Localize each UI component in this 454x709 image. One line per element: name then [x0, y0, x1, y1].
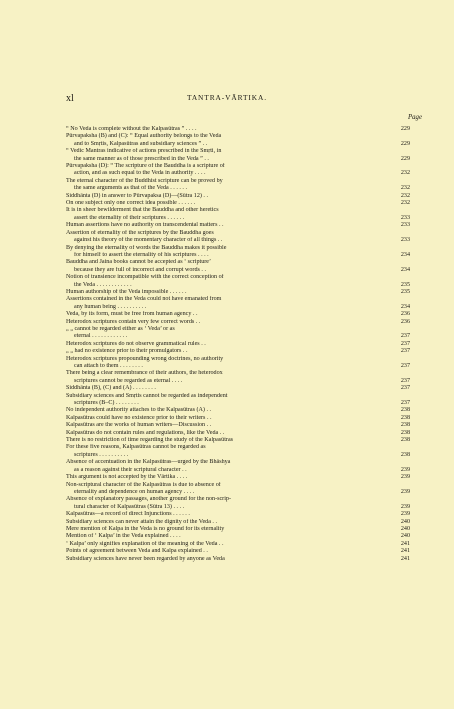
entry-page-number: 239 [400, 466, 410, 473]
entry-text-line: The eternal character of the Buddhist scripture can be proved by [66, 177, 223, 184]
contents-entry [66, 207, 410, 222]
entry-text-line: „ „ had no existence prior to their promulgators . . [66, 348, 188, 355]
contents-entry [66, 148, 410, 163]
entry-page-number: 237 [400, 340, 410, 347]
entry-page-number: 240 [400, 518, 410, 525]
entry-text-line: Heterodox scriptures contain very few correct words . . [66, 318, 201, 325]
contents-entry [66, 482, 410, 497]
contents-entry [66, 541, 410, 548]
contents-entry [66, 126, 410, 133]
entry-text-line: Assertion of eternality of the scriptures by the Bauddha goes [66, 229, 214, 236]
entry-page-number: 240 [400, 533, 410, 540]
entry-page-number: 229 [400, 126, 410, 132]
entry-text-line: Pūrvapaksha (D): “ The scripture of the Bauddha is a scripture of [66, 163, 225, 170]
entry-text-line: On one subject only one correct idea possible . . . . . . [66, 200, 196, 207]
entry-page-number: 236 [400, 311, 410, 318]
contents-entry [66, 519, 410, 526]
entry-text-line: Human authorship of the Veda impossible . . . . . . [66, 288, 187, 295]
entry-page-number: 232 [400, 192, 410, 199]
entry-text-line: scriptures (B–C) . . . . . . . . [74, 400, 139, 407]
entry-text-line: Subsidiary sciences have never been regarded by anyone as Veda [66, 555, 225, 562]
entry-page-number: 239 [400, 511, 410, 518]
entry-text-line: tural character of Kalpasūtras (Sūtra 13) . . . . [74, 503, 185, 510]
entry-page-number: 237 [400, 333, 410, 340]
entry-text-line: Pūrvapaksha (B) and (C): “ Equal authority belongs to the Veda [66, 133, 222, 140]
contents-entry [66, 437, 410, 444]
contents-entry [66, 474, 410, 481]
contents-entry [66, 311, 410, 318]
entry-text-line: action, and as such equal to the Veda in authority . . . . [74, 170, 206, 177]
page-column-heading: Page [408, 114, 422, 121]
entry-text-line: for himself to assert the eternality of his scriptures . . . . [74, 251, 209, 258]
entry-text-line: By denying the eternality of words the Bauddha makes it possible [66, 244, 227, 251]
entry-text-line: scriptures cannot be regarded as eternal . . . . [74, 377, 183, 384]
entry-page-number: 241 [400, 540, 410, 547]
entry-text-line: It is in sheer bewilderment that the Bauddha and other heretics [66, 207, 219, 214]
entry-text-line: Assertions contained in the Veda could not have emanated from [66, 296, 222, 303]
entry-text-line: the same arguments as that of the Veda . . . . . . [74, 185, 187, 192]
entry-page-number: 237 [400, 363, 410, 369]
running-head: TANTRA-VĀRTIKA. [187, 93, 267, 102]
entry-page-number: 229 [400, 140, 410, 147]
entry-page-number: 232 [400, 170, 410, 177]
entry-text-line: Points of agreement between Veda and Kalpa explained . . [66, 548, 208, 555]
entry-text-line: Mere mention of Kalpa in the Veda is no ground for its eternality [66, 525, 225, 532]
entry-text-line: and to Smṛtis, Kalpasūtras and subsidiary sciences ” . . [74, 140, 208, 147]
entry-text-line: as a reason against their scriptural character . . [74, 466, 187, 473]
entry-text-line: Subsidiary sciences and Smṛtis cannot be regarded as independent [66, 392, 228, 399]
entry-page-number: 239 [400, 503, 410, 510]
entry-page-number: 239 [400, 474, 410, 481]
contents-entry [66, 422, 410, 429]
contents-entry [66, 430, 410, 437]
entry-page-number: 241 [400, 548, 410, 555]
entry-page-number: 232 [400, 185, 410, 192]
entry-text-line: There being a clear remembrance of their authors, the heterodox [66, 370, 223, 377]
entry-text-line: Kalpasūtras—a record of direct Injunctions . . . . . . [66, 511, 190, 518]
entry-text-line: ‘ Kalpa’ only signifies explanation of the meaning of the Veda . . [66, 540, 224, 547]
entry-text-line: eternality and dependence on human agency . . . . [74, 488, 195, 495]
contents-entry [66, 556, 410, 563]
entry-page-number: 240 [400, 525, 410, 532]
page-number: xl [66, 93, 74, 104]
entry-text-line: Heterodox scriptures propounding wrong doctrines, no authority [66, 355, 224, 362]
contents-entry [66, 178, 410, 193]
entry-page-number: 234 [400, 266, 410, 273]
entry-page-number: 235 [400, 281, 410, 288]
entry-text-line: Subsidiary sciences can never attain the dignity of the Veda . . [66, 518, 218, 525]
entry-text-line: the same manner as of those prescribed in the Veda ” . . [74, 155, 209, 162]
entry-page-number: 233 [400, 222, 410, 229]
entry-text-line: eternal . . . . . . . . . . . . [74, 333, 128, 340]
entry-text-line: Mention of ‘ Kalpa’ in the Veda explained . . . . [66, 533, 181, 540]
entry-text-line: Siddhānta (B), (C) and (A) . . . . . . . . [66, 385, 156, 392]
entry-text-line: This argument is not accepted by the Vārtika . . . . [66, 474, 188, 481]
contents-entry [66, 526, 410, 533]
contents-entry [66, 370, 410, 385]
contents-entry [66, 511, 410, 518]
entry-text-line: assert the eternality of their scriptures . . . . . . [74, 214, 185, 221]
contents-entry [66, 193, 410, 200]
entry-page-number: 238 [400, 422, 410, 429]
contents-entry [66, 319, 410, 326]
entry-text-line: Siddhānta (D) in answer to Pūrvapaksa (D)—(Sūtra 12) . . [66, 192, 208, 199]
entry-page-number: 238 [400, 451, 410, 458]
entry-page-number: 233 [400, 237, 410, 244]
contents-entry [66, 163, 410, 178]
entry-page-number: 237 [400, 400, 410, 407]
entry-text-line: scriptures . . . . . . . . . . [74, 451, 129, 458]
contents-entry [66, 356, 410, 371]
contents-entry [66, 259, 410, 274]
contents-entry [66, 289, 410, 296]
contents-entry [66, 548, 410, 555]
entry-page-number: 238 [400, 437, 410, 444]
contents-entry [66, 459, 410, 474]
entry-text-line: Non-scriptural character of the Kalpasūtras is due to absence of [66, 481, 221, 488]
contents-entry [66, 415, 410, 422]
contents-entry [66, 245, 410, 260]
entry-text-line: Kalpasūtras do not contain rules and regulations, like the Veda . . [66, 429, 225, 436]
entry-text-line: No independent authority attaches to the Kalpasūtras (A) . . [66, 407, 212, 414]
contents-entry [66, 133, 410, 148]
entry-text-line: any human being . . . . . . . . . . [74, 303, 147, 310]
contents-entry [66, 407, 410, 414]
entry-page-number: 238 [400, 429, 410, 436]
entry-text-line: can attach to them . . . . . . . . [74, 363, 143, 369]
contents-entry [66, 533, 410, 540]
contents-entry [66, 200, 410, 207]
contents-entry [66, 222, 410, 229]
entry-text-line: „ „ cannot be regarded either as ‘ Veda’ or as [66, 325, 175, 332]
contents-entry [66, 496, 410, 511]
contents-entry [66, 385, 410, 392]
entry-page-number: 235 [400, 288, 410, 295]
entry-text-line: the Veda . . . . . . . . . . . . [74, 281, 132, 288]
entry-page-number: 234 [400, 303, 410, 310]
contents-entry [66, 348, 410, 355]
entry-text-line: Veda, by its form, must be free from human agency . . [66, 311, 198, 318]
contents-entry [66, 444, 410, 459]
contents-entry [66, 274, 410, 289]
entry-text-line: Absence of explanatory passages, another ground for the non-scrip- [66, 496, 231, 503]
entry-page-number: 237 [400, 385, 410, 392]
entry-page-number: 232 [400, 200, 410, 207]
entry-text-line: “ No Veda is complete without the Kalpasūtras ” . . . . [66, 126, 197, 132]
contents-entry [66, 326, 410, 341]
entry-text-line: “ Vedic Mantras indicative of actions prescribed in the Smṛti, in [66, 148, 222, 155]
entry-page-number: 238 [400, 414, 410, 421]
entry-text-line: There is no restriction of time regarding the study of the Kalpasūtras [66, 437, 234, 444]
contents-entry [66, 341, 410, 348]
entry-text-line: Human assertions have no authority on transcendental matters . . [66, 222, 224, 229]
entry-text-line: Heterodox scriptures do not observe grammatical rules . . [66, 340, 206, 347]
contents-entry [66, 230, 410, 245]
entry-text-line: Bauddha and Jaina books cannot be accepted as ‘ scripture’ [66, 259, 212, 266]
entry-page-number: 234 [400, 251, 410, 258]
entry-text-line: because they are full of incorrect and corrupt words . . [74, 266, 206, 273]
entry-text-line: Notion of transience incompatible with the correct conception of [66, 274, 224, 281]
entry-text-line: For these five reasons, Kalpasūtras cannot be regarded as [66, 444, 206, 451]
contents-list [66, 126, 410, 563]
entry-page-number: 237 [400, 377, 410, 384]
entry-text-line: Absence of accentuation in the Kalpasūtras—urged by the Bhāshya [66, 459, 231, 466]
entry-page-number: 233 [400, 214, 410, 221]
entry-page-number: 239 [400, 488, 410, 495]
entry-page-number: 237 [400, 348, 410, 355]
entry-page-number: 238 [400, 407, 410, 414]
entry-page-number: 241 [400, 555, 410, 562]
entry-text-line: Kalpasūtras could have no existence prior to their writers . . [66, 414, 212, 421]
entry-page-number: 229 [400, 155, 410, 162]
entry-page-number: 236 [400, 318, 410, 325]
entry-text-line: Kalpasūtras are the works of human writers—Discussion . . [66, 422, 212, 429]
contents-entry [66, 296, 410, 311]
contents-entry [66, 393, 410, 408]
entry-text-line: against his theory of the momentary character of all things . . [74, 237, 223, 244]
